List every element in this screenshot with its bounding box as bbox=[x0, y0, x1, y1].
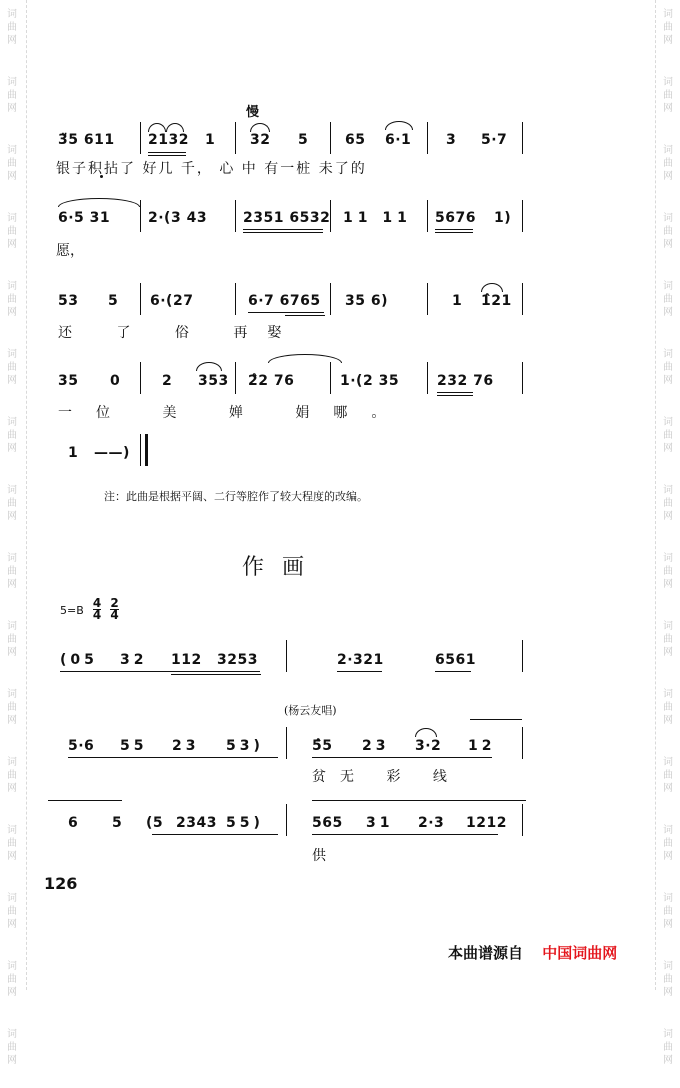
note-group: 53 bbox=[58, 293, 79, 309]
note-group: 32 bbox=[120, 652, 148, 668]
lyrics-line: 一位 美 婵 娟哪。 bbox=[58, 405, 410, 421]
watermark-char: 网 bbox=[663, 783, 673, 794]
watermark-char: 曲 bbox=[663, 498, 673, 509]
watermark-char: 网 bbox=[7, 239, 17, 250]
bar-line bbox=[286, 804, 287, 836]
watermark-char: 词 bbox=[663, 961, 673, 972]
watermark-char: 网 bbox=[663, 307, 673, 318]
note-group: 112 bbox=[171, 652, 202, 668]
watermark-char: 曲 bbox=[663, 158, 673, 169]
lyrics-line: 还 了 俗 再娶 bbox=[58, 325, 302, 341]
bar-line bbox=[427, 362, 428, 394]
tempo-mark: 慢 bbox=[246, 105, 260, 120]
bar-line bbox=[140, 283, 141, 315]
footnote: 注：此曲是根据平阔、二行等腔作了较大程度的改编。 bbox=[104, 490, 368, 503]
note-group: (05 bbox=[60, 652, 98, 668]
watermark-block bbox=[2, 680, 22, 748]
note-group: 2·321 bbox=[337, 652, 384, 668]
watermark-block bbox=[658, 612, 678, 680]
lyrics-line: 愿， bbox=[56, 243, 84, 259]
key-signature bbox=[60, 598, 119, 621]
note-group: 55) bbox=[226, 815, 264, 831]
slur bbox=[415, 728, 437, 737]
watermark-char: 网 bbox=[663, 35, 673, 46]
watermark-block bbox=[658, 204, 678, 272]
note-group: 65 bbox=[345, 132, 366, 148]
watermark-char: 词 bbox=[7, 825, 17, 836]
watermark-block bbox=[658, 544, 678, 612]
slur bbox=[58, 198, 140, 207]
watermark-char: 词 bbox=[7, 281, 17, 292]
bar-line bbox=[140, 362, 141, 394]
watermark-char: 网 bbox=[663, 239, 673, 250]
watermark-char: 网 bbox=[663, 647, 673, 658]
watermark-char: 曲 bbox=[663, 22, 673, 33]
watermark-block bbox=[658, 68, 678, 136]
bar-line bbox=[522, 362, 523, 394]
note-group: 5676 bbox=[435, 210, 476, 226]
watermark-char: 词 bbox=[7, 145, 17, 156]
watermark-char: 词 bbox=[7, 961, 17, 972]
watermark-block bbox=[2, 204, 22, 272]
note-group: 3253 bbox=[217, 652, 258, 668]
underline bbox=[171, 674, 261, 675]
watermark-char: 词 bbox=[7, 553, 17, 564]
watermark-block bbox=[2, 816, 22, 884]
bar-line bbox=[235, 362, 236, 394]
note-group: 2 bbox=[162, 373, 173, 389]
underline bbox=[437, 392, 473, 393]
watermark-block bbox=[658, 272, 678, 340]
watermark-char: 曲 bbox=[7, 498, 17, 509]
note-group: 232 76 bbox=[437, 373, 494, 389]
watermark-char: 词 bbox=[663, 485, 673, 496]
watermark-char: 词 bbox=[7, 485, 17, 496]
underline bbox=[435, 232, 473, 233]
lyrics-line: 银子积拈了 好几 千， 心 中 有一桩 未了的 bbox=[56, 161, 367, 177]
watermark-block bbox=[2, 340, 22, 408]
tie-line bbox=[470, 719, 522, 720]
watermark-char: 词 bbox=[7, 689, 17, 700]
slur bbox=[166, 123, 184, 132]
watermark-block bbox=[658, 0, 678, 68]
watermark-char: 曲 bbox=[7, 22, 17, 33]
watermark-block bbox=[2, 136, 22, 204]
note-group: 12 bbox=[468, 738, 496, 754]
watermark-char: 曲 bbox=[7, 702, 17, 713]
bar-line bbox=[286, 640, 287, 672]
tie-line bbox=[312, 800, 526, 801]
note-group: 2132 bbox=[148, 132, 189, 148]
watermark-block bbox=[2, 1020, 22, 1088]
underline bbox=[435, 671, 471, 672]
watermark-char: 网 bbox=[663, 375, 673, 386]
watermark-char: 曲 bbox=[663, 362, 673, 373]
watermark-char: 曲 bbox=[7, 226, 17, 237]
watermark-char: 网 bbox=[663, 443, 673, 454]
watermark-char: 词 bbox=[7, 77, 17, 88]
watermark-char: 网 bbox=[7, 511, 17, 522]
underline bbox=[437, 395, 473, 396]
watermark-char: 网 bbox=[7, 987, 17, 998]
note-group: 3 bbox=[446, 132, 457, 148]
right-watermark bbox=[658, 0, 678, 1088]
watermark-char: 曲 bbox=[663, 90, 673, 101]
watermark-char: 曲 bbox=[663, 226, 673, 237]
time-sig-denominator: 4 bbox=[110, 608, 119, 622]
source-footer bbox=[448, 942, 617, 963]
watermark-char: 网 bbox=[7, 1055, 17, 1066]
watermark-char: 曲 bbox=[7, 294, 17, 305]
watermark-char: 曲 bbox=[663, 566, 673, 577]
slur bbox=[196, 362, 222, 371]
watermark-char: 曲 bbox=[7, 90, 17, 101]
watermark-char: 词 bbox=[663, 145, 673, 156]
watermark-char: 曲 bbox=[7, 838, 17, 849]
underline bbox=[60, 671, 260, 672]
watermark-char: 网 bbox=[7, 851, 17, 862]
bar-line bbox=[140, 200, 141, 232]
bar-line bbox=[522, 283, 523, 315]
note-group: 2343 bbox=[176, 815, 217, 831]
note-group: 1 bbox=[205, 132, 216, 148]
slur bbox=[148, 123, 166, 132]
key-label: 5=B bbox=[60, 604, 84, 617]
watermark-char: 词 bbox=[663, 825, 673, 836]
note-group: 6 bbox=[68, 815, 79, 831]
note-group: 23 bbox=[362, 738, 390, 754]
watermark-char: 词 bbox=[7, 213, 17, 224]
watermark-block bbox=[658, 408, 678, 476]
watermark-char: 曲 bbox=[663, 838, 673, 849]
footer-text: 本曲谱源自 bbox=[448, 944, 524, 962]
watermark-char: 词 bbox=[663, 1029, 673, 1040]
watermark-char: 网 bbox=[663, 919, 673, 930]
watermark-char: 网 bbox=[663, 171, 673, 182]
note-group: 35 6) bbox=[345, 293, 388, 309]
note-group: 23 bbox=[172, 738, 200, 754]
watermark-block bbox=[658, 680, 678, 748]
note-group: 55 bbox=[120, 738, 148, 754]
bar-line bbox=[522, 804, 523, 836]
watermark-char: 网 bbox=[7, 443, 17, 454]
singer-label: (杨云友唱) bbox=[284, 704, 337, 717]
watermark-char: 词 bbox=[7, 757, 17, 768]
underline bbox=[243, 229, 323, 230]
page-number: 126 bbox=[44, 874, 78, 893]
note-group: 1 bbox=[452, 293, 463, 309]
note-group: 2351 6532 bbox=[243, 210, 331, 226]
left-guide-line bbox=[26, 0, 27, 990]
final-bar-line bbox=[145, 434, 148, 466]
bar-line bbox=[330, 200, 331, 232]
time-sig-numerator: 4 bbox=[92, 596, 102, 610]
note-group: 31 bbox=[366, 815, 394, 831]
note-group: 0 bbox=[110, 373, 121, 389]
watermark-char: 网 bbox=[7, 103, 17, 114]
watermark-char: 词 bbox=[7, 1029, 17, 1040]
note-group: 32 bbox=[250, 132, 271, 148]
watermark-char: 词 bbox=[7, 893, 17, 904]
underline bbox=[285, 315, 325, 316]
watermark-char: 曲 bbox=[663, 770, 673, 781]
lyrics-line: 贫无 彩 线 bbox=[312, 769, 461, 785]
watermark-char: 曲 bbox=[663, 906, 673, 917]
bar-line bbox=[522, 122, 523, 154]
watermark-char: 网 bbox=[7, 171, 17, 182]
section-title: 作画 bbox=[242, 555, 323, 580]
watermark-block bbox=[658, 136, 678, 204]
watermark-char: 曲 bbox=[663, 974, 673, 985]
note-group: 35 bbox=[58, 373, 79, 389]
watermark-block bbox=[2, 544, 22, 612]
watermark-char: 词 bbox=[663, 9, 673, 20]
bar-line bbox=[235, 122, 236, 154]
watermark-char: 网 bbox=[663, 851, 673, 862]
time-sig-denominator: 4 bbox=[92, 608, 102, 622]
watermark-block bbox=[2, 612, 22, 680]
note-group: 1 bbox=[68, 445, 79, 461]
watermark-char: 词 bbox=[663, 893, 673, 904]
watermark-block bbox=[658, 816, 678, 884]
time-signature-2 bbox=[110, 598, 118, 621]
watermark-char: 网 bbox=[663, 103, 673, 114]
watermark-char: 网 bbox=[7, 375, 17, 386]
watermark-char: 网 bbox=[7, 715, 17, 726]
note-group: 3·2 bbox=[415, 738, 442, 754]
watermark-char: 网 bbox=[663, 1055, 673, 1066]
watermark-char: 网 bbox=[663, 715, 673, 726]
bar-line bbox=[330, 122, 331, 154]
watermark-char: 曲 bbox=[663, 430, 673, 441]
watermark-block bbox=[658, 340, 678, 408]
watermark-char: 词 bbox=[663, 553, 673, 564]
note-group: 6·5 31 bbox=[58, 210, 111, 226]
watermark-char: 曲 bbox=[663, 294, 673, 305]
note-group: ——) bbox=[94, 445, 130, 461]
watermark-block bbox=[658, 884, 678, 952]
watermark-char: 曲 bbox=[7, 158, 17, 169]
bar-line bbox=[140, 122, 141, 154]
note-group: 6·(27 bbox=[150, 293, 194, 309]
watermark-char: 曲 bbox=[7, 974, 17, 985]
note-group: 1̂21 bbox=[481, 293, 512, 309]
note-group: 6·1 bbox=[385, 132, 412, 148]
note-group: 5 bbox=[108, 293, 119, 309]
underline bbox=[148, 152, 186, 153]
watermark-char: 词 bbox=[663, 417, 673, 428]
note-group: 11 11 bbox=[343, 210, 412, 226]
underline bbox=[248, 312, 324, 313]
bar-line bbox=[522, 200, 523, 232]
watermark-char: 词 bbox=[7, 9, 17, 20]
underline bbox=[312, 834, 498, 835]
bar-line bbox=[427, 122, 428, 154]
watermark-char: 网 bbox=[7, 919, 17, 930]
watermark-char: 词 bbox=[7, 417, 17, 428]
bar-line bbox=[330, 362, 331, 394]
watermark-char: 词 bbox=[7, 621, 17, 632]
watermark-char: 词 bbox=[663, 77, 673, 88]
note-group: 1212 bbox=[466, 815, 507, 831]
bar-line bbox=[330, 283, 331, 315]
note-group: 3̈5 611 bbox=[58, 132, 115, 148]
watermark-char: 曲 bbox=[7, 770, 17, 781]
watermark-char: 曲 bbox=[7, 634, 17, 645]
watermark-block bbox=[2, 476, 22, 544]
watermark-char: 网 bbox=[7, 579, 17, 590]
bar-line bbox=[286, 727, 287, 759]
watermark-char: 词 bbox=[663, 757, 673, 768]
watermark-block bbox=[658, 1020, 678, 1088]
note-group: 5 bbox=[298, 132, 309, 148]
note-group: 6·7 6765 bbox=[248, 293, 321, 309]
watermark-block bbox=[2, 408, 22, 476]
watermark-char: 曲 bbox=[7, 1042, 17, 1053]
watermark-block bbox=[2, 68, 22, 136]
underline bbox=[337, 671, 382, 672]
note-group: 53) bbox=[226, 738, 264, 754]
watermark-char: 词 bbox=[663, 349, 673, 360]
note-group: 5̂5 bbox=[312, 738, 333, 754]
slur bbox=[250, 123, 270, 132]
time-sig-numerator: 2 bbox=[110, 596, 119, 610]
watermark-char: 网 bbox=[7, 783, 17, 794]
underline bbox=[243, 232, 323, 233]
note-group: 2·3 bbox=[418, 815, 445, 831]
bar-line bbox=[522, 640, 523, 672]
watermark-char: 网 bbox=[663, 511, 673, 522]
lyrics-line: 供 bbox=[312, 848, 326, 864]
watermark-block bbox=[2, 952, 22, 1020]
note-group: 353 bbox=[198, 373, 229, 389]
underline bbox=[152, 834, 278, 835]
watermark-block bbox=[2, 884, 22, 952]
note-group: 1) bbox=[494, 210, 512, 226]
underline bbox=[148, 155, 186, 156]
bar-line bbox=[235, 200, 236, 232]
note-group: 5 bbox=[112, 815, 123, 831]
watermark-char: 网 bbox=[663, 579, 673, 590]
watermark-block bbox=[2, 748, 22, 816]
underline bbox=[312, 757, 492, 758]
watermark-char: 词 bbox=[663, 281, 673, 292]
watermark-char: 网 bbox=[7, 647, 17, 658]
tie-line bbox=[48, 800, 122, 801]
bar-line bbox=[140, 434, 141, 466]
watermark-block bbox=[658, 952, 678, 1020]
note-group: (5 bbox=[146, 815, 164, 831]
bar-line bbox=[427, 283, 428, 315]
watermark-char: 曲 bbox=[663, 702, 673, 713]
left-watermark bbox=[2, 0, 22, 1088]
watermark-char: 词 bbox=[663, 213, 673, 224]
footer-site-name: 中国词曲网 bbox=[542, 944, 618, 962]
note-group: 565 bbox=[312, 815, 343, 831]
slur bbox=[481, 283, 503, 292]
watermark-char: 曲 bbox=[7, 362, 17, 373]
watermark-char: 词 bbox=[7, 349, 17, 360]
note-group: 1·(2 35 bbox=[340, 373, 400, 389]
watermark-char: 曲 bbox=[663, 634, 673, 645]
watermark-char: 曲 bbox=[7, 906, 17, 917]
bar-line bbox=[235, 283, 236, 315]
note-group: 2·(3 43 bbox=[148, 210, 208, 226]
watermark-block bbox=[658, 748, 678, 816]
watermark-char: 网 bbox=[7, 307, 17, 318]
watermark-char: 词 bbox=[663, 689, 673, 700]
bar-line bbox=[427, 200, 428, 232]
slur bbox=[385, 121, 413, 130]
watermark-block bbox=[658, 476, 678, 544]
right-guide-line bbox=[655, 0, 656, 990]
time-signature-1 bbox=[93, 598, 101, 621]
watermark-char: 词 bbox=[663, 621, 673, 632]
note-group: 5·7 bbox=[481, 132, 508, 148]
watermark-char: 曲 bbox=[7, 430, 17, 441]
note-group: 6561 bbox=[435, 652, 476, 668]
watermark-block bbox=[2, 272, 22, 340]
watermark-char: 曲 bbox=[663, 1042, 673, 1053]
watermark-block bbox=[2, 0, 22, 68]
note-group: 5·6 bbox=[68, 738, 95, 754]
underline bbox=[435, 229, 473, 230]
watermark-char: 网 bbox=[7, 35, 17, 46]
underline bbox=[68, 757, 278, 758]
bar-line bbox=[522, 727, 523, 759]
watermark-char: 网 bbox=[663, 987, 673, 998]
watermark-char: 曲 bbox=[7, 566, 17, 577]
note-group: 2̂2 76 bbox=[248, 373, 295, 389]
